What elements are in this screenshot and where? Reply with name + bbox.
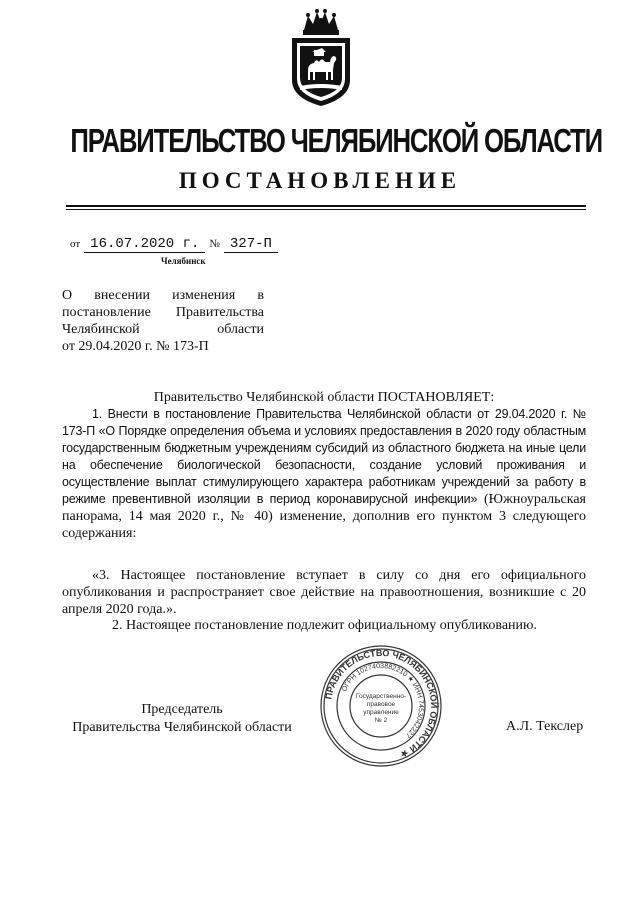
signatory-title: [62, 701, 302, 737]
number-label: №: [209, 238, 220, 250]
signatory-title-line: Правительства Челябинской области: [72, 720, 292, 735]
svg-text:ПРАВИТЕЛЬСТВО ЧЕЛЯБИНСКОЙ ОБЛА: ПРАВИТЕЛЬСТВО ЧЕЛЯБИНСКОЙ ОБЛАСТИ ★: [323, 647, 440, 760]
document-date: 16.07.2020 г.: [84, 236, 205, 253]
paragraph-1-tail: (Южноуральская панорама, 14 мая 2020 г., № 40) изменение, дополнив его пунктом 3 следующего содержания:: [62, 492, 586, 541]
subject-line: постановление Правительства: [62, 305, 264, 320]
document-type-heading: ПОСТАНОВЛЕНИЕ: [178, 168, 462, 193]
document-subject: [62, 287, 264, 355]
paragraph-2: 2. Настоящее постановление подлежит официальному опубликованию.: [112, 618, 537, 633]
header-rule-thin: [66, 209, 586, 210]
document-number: 327-П: [224, 236, 278, 253]
paragraph-quoted-clause: «3. Настоящее постановление вступает в силу со дня его официального опубликования и распространяет свое действие на правоотношения, возникшие с 20 апреля 2020 года.».: [62, 568, 586, 617]
svg-text:правовое: правовое: [366, 701, 396, 708]
header-rule-thick: [66, 205, 586, 207]
resolution-intro: Правительство Челябинской области ПОСТАНОВЛЯЕТ:: [153, 390, 495, 405]
paragraph-1-main: 1. Внести в постановление Правительства Челябинской области от 29.04.2020 г. № 173-П «О Порядке определения объема и условиях предоставления в 2020 году областным государственным бюджетным учреждениям субсидий из областного бюджета на иные цели на обеспечение биологической безопасности, создание условий проживания и осуществление выплат стимулирующего характера работникам учреждений за работу в режиме превентивной изоляции в период коронавирусной инфекции»: [62, 407, 586, 506]
government-heading: ПРАВИТЕЛЬСТВО ЧЕЛЯБИНСКОЙ ОБЛАСТИ: [70, 122, 602, 159]
svg-text:Государственно-: Государственно-: [355, 693, 407, 700]
svg-text:№ 2: № 2: [374, 717, 388, 724]
signatory-title-line: Председатель: [141, 702, 223, 717]
coat-of-arms-emblem: [284, 8, 358, 108]
date-number-line: [66, 236, 278, 252]
subject-line: О внесении изменения в: [62, 288, 264, 303]
official-seal-stamp: [318, 643, 444, 769]
subject-line: от 29.04.2020 г. № 173-П: [62, 339, 209, 354]
paragraph-1: [62, 406, 586, 542]
subject-line: Челябинской области: [62, 322, 264, 337]
svg-text:ОГРН 1027403882210 ★ ИНН 74530: ОГРН 1027403882210 ★ ИНН 7453042227: [341, 662, 425, 739]
signatory-name: А.Л. Текслер: [506, 719, 584, 734]
svg-text:управление: управление: [363, 709, 399, 716]
city-label: Челябинск: [161, 256, 206, 266]
date-label: от: [70, 238, 81, 250]
